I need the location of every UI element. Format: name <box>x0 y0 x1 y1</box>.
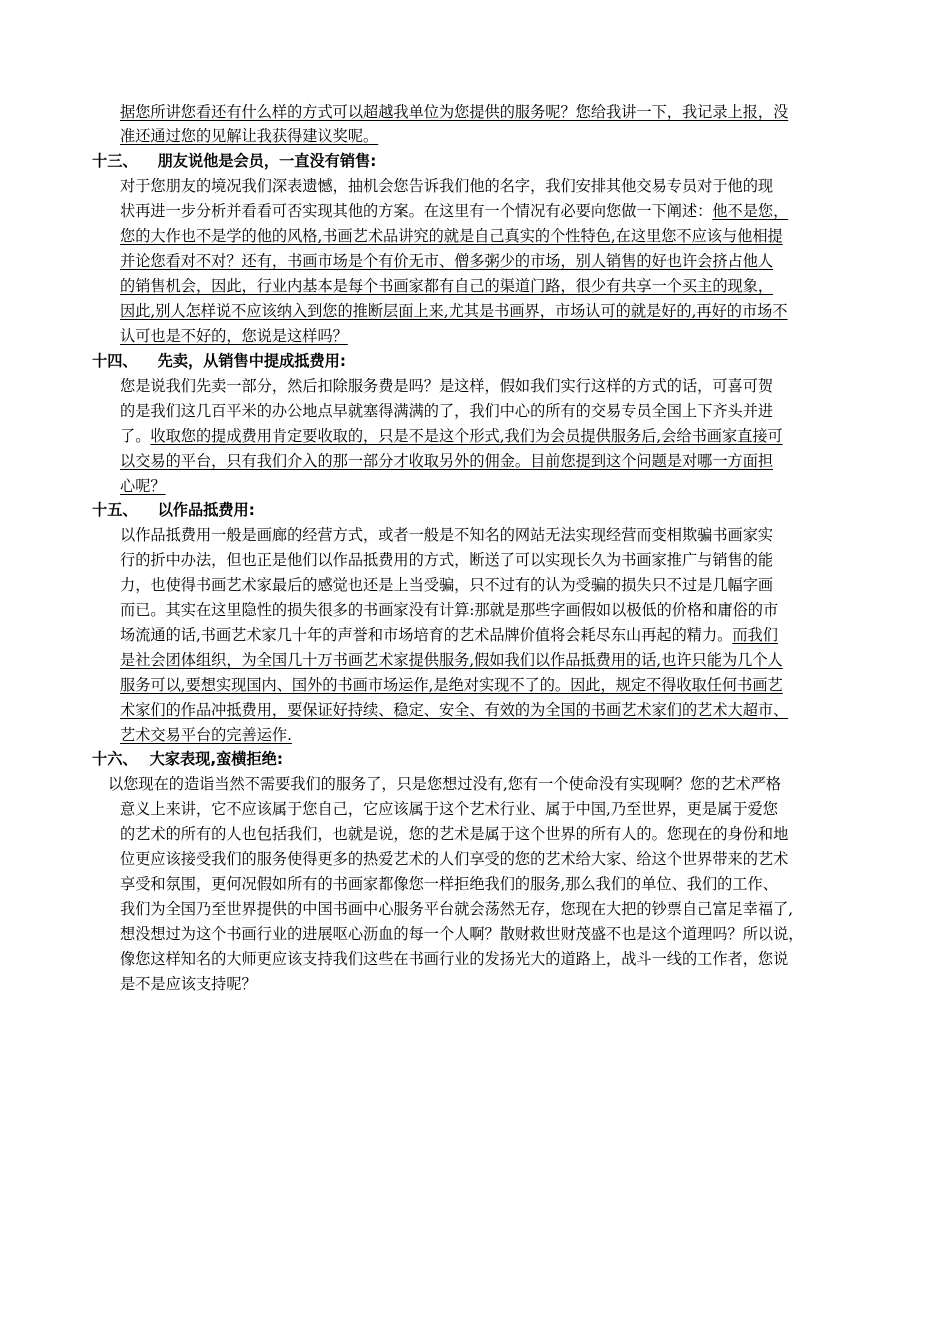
section-14-heading <box>92 349 346 373</box>
section-16-line-2: 意义上来讲，它不应该属于您自己，它应该属于这个艺术行业、属于中国,乃至世界，更是属于爱您 <box>120 800 778 818</box>
section-14-line-4: 以交易的平台，只有我们介入的那一部分才收取另外的佣金。目前您提到这个问题是对哪一方面担 <box>120 452 774 470</box>
section-14-title: 先卖，从销售中提成抵费用: <box>157 352 346 370</box>
section-15-title: 以作品抵费用: <box>157 501 255 519</box>
section-14-line-3-underlined: 收取您的提成费用肯定要收取的，只是不是这个形式,我们为会员提供服务后,会给书画家直接可 <box>150 427 783 445</box>
section-16-line-8: 像您这样知名的大师更应该支持我们这些在书画行业的发扬光大的道路上，战斗一线的工作者，您说 <box>120 950 789 968</box>
section-16-title: 大家表现,蛮横拒绝: <box>149 750 283 768</box>
section-15-line-8: 术家们的作品冲抵费用，要保证好持续、稳定、安全、有效的为全国的书画艺术家们的艺术大超市、 <box>120 701 789 719</box>
section-13-number: 十三、 <box>92 152 138 170</box>
section-13-line-7: 认可也是不好的，您说是这样吗？ <box>120 327 348 345</box>
section-16-line-4: 位更应该接受我们的服务使得更多的热爱艺术的人们享受的您的艺术给大家、给这个世界带来的艺术 <box>120 850 789 868</box>
section-13-line-6: 因此,别人怎样说不应该纳入到您的推断层面上来,尤其是书画界，市场认可的就是好的,再好的市场不 <box>120 302 788 320</box>
section-13-line-2 <box>120 199 788 223</box>
section-14-line-5: 心呢？ <box>120 477 166 495</box>
section-15-line-4: 而已。其实在这里隐性的损失很多的书画家没有计算:那就是那些字画假如以极低的价格和庸俗的市 <box>120 601 779 619</box>
section-15-line-5-text: 场流通的话,书画艺术家几十年的声誉和市场培育的艺术品牌价值将会耗尽东山再起的精力。 <box>120 626 733 644</box>
section-16-line-9: 是不是应该支持呢？ <box>120 975 257 993</box>
section-16-line-5: 享受和氛围，更何况假如所有的书画家都像您一样拒绝我们的服务,那么我们的单位、我们的工作、 <box>120 875 778 893</box>
section-14-number: 十四、 <box>92 352 138 370</box>
section-13-heading <box>92 149 376 173</box>
section-15-line-5-underlined: 而我们 <box>732 626 778 644</box>
section-16-line-7: 想没想过为这个书画行业的进展呕心沥血的每一个人啊？散财救世财茂盛不也是这个道理吗？所以说， <box>120 925 804 943</box>
section-13-line-4: 并论您看对不对？还有，书画市场是个有价无市、僧多粥少的市场，别人销售的好也许会挤占他人 <box>120 252 774 270</box>
section-13-line-3: 您的大作也不是学的他的风格,书画艺术品讲究的就是自己真实的个性特色,在这里您不应该与他相提 <box>120 227 783 245</box>
section-15-line-7: 服务可以,要想实现国内、国外的书画市场运作,是绝对实现不了的。因此，规定不得收取任何书画艺 <box>120 676 783 694</box>
section-15-number: 十五、 <box>92 501 138 519</box>
section-15-heading <box>92 498 255 522</box>
intro-line-2: 准还通过您的见解让我获得建议奖呢。 <box>120 127 379 145</box>
section-14-line-3 <box>120 424 783 448</box>
section-16-heading <box>92 747 283 771</box>
section-16-line-3: 的艺术的所有的人也包括我们，也就是说，您的艺术是属于这个世界的所有人的。您现在的身份和地 <box>120 825 789 843</box>
section-15-line-5 <box>120 623 778 647</box>
section-14-line-1: 您是说我们先卖一部分，然后扣除服务费是吗？是这样，假如我们实行这样的方式的话，可喜可贺 <box>120 377 774 395</box>
section-15-line-3: 力，也使得书画艺术家最后的感觉也还是上当受骗，只不过有的认为受骗的损失只不过是几幅字画 <box>120 576 774 594</box>
section-15-line-1: 以作品抵费用一般是画廊的经营方式，或者一般是不知名的网站无法实现经营而变相欺骗书画家实 <box>120 526 774 544</box>
section-16-line-6: 我们为全国乃至世界提供的中国书画中心服务平台就会荡然无存，您现在大把的钞票自己富足幸福了, <box>120 900 794 918</box>
section-13-line-1: 对于您朋友的境况我们深表遗憾，抽机会您告诉我们他的名字，我们安排其他交易专员对于他的现 <box>120 177 774 195</box>
section-14-line-3-text: 了。 <box>120 427 151 445</box>
section-16-number: 十六、 <box>92 750 138 768</box>
section-16-line-1: 以您现在的造诣当然不需要我们的服务了，只是您想过没有,您有一个使命没有实现啊？您的艺术严格 <box>108 775 782 793</box>
section-13-line-5: 的销售机会，因此，行业内基本是每个书画家都有自己的渠道门路，很少有共享一个买主的现象， <box>120 277 774 295</box>
section-14-line-2: 的是我们这几百平米的办公地点早就塞得满满的了，我们中心的所有的交易专员全国上下齐头并进 <box>120 402 774 420</box>
section-15-line-2: 行的折中办法，但也正是他们以作品抵费用的方式，断送了可以实现长久为书画家推广与销售的能 <box>120 551 774 569</box>
section-15-line-6: 是社会团体组织，为全国几十万书画艺术家提供服务,假如我们以作品抵费用的话,也许只能为几个人 <box>120 651 783 669</box>
section-13-line-2-underlined: 他不是您， <box>712 202 789 220</box>
intro-line-1: 据您所讲您看还有什么样的方式可以超越我单位为您提供的服务呢？您给我讲一下，我记录上报，没 <box>120 103 789 121</box>
section-15-line-9: 艺术交易平台的完善运作. <box>120 726 292 744</box>
section-13-title: 朋友说他是会员，一直没有销售: <box>157 152 377 170</box>
section-13-line-2-text: 状再进一步分析并看看可否实现其他的方案。在这里有一个情况有必要向您做一下阐述： <box>120 202 713 220</box>
